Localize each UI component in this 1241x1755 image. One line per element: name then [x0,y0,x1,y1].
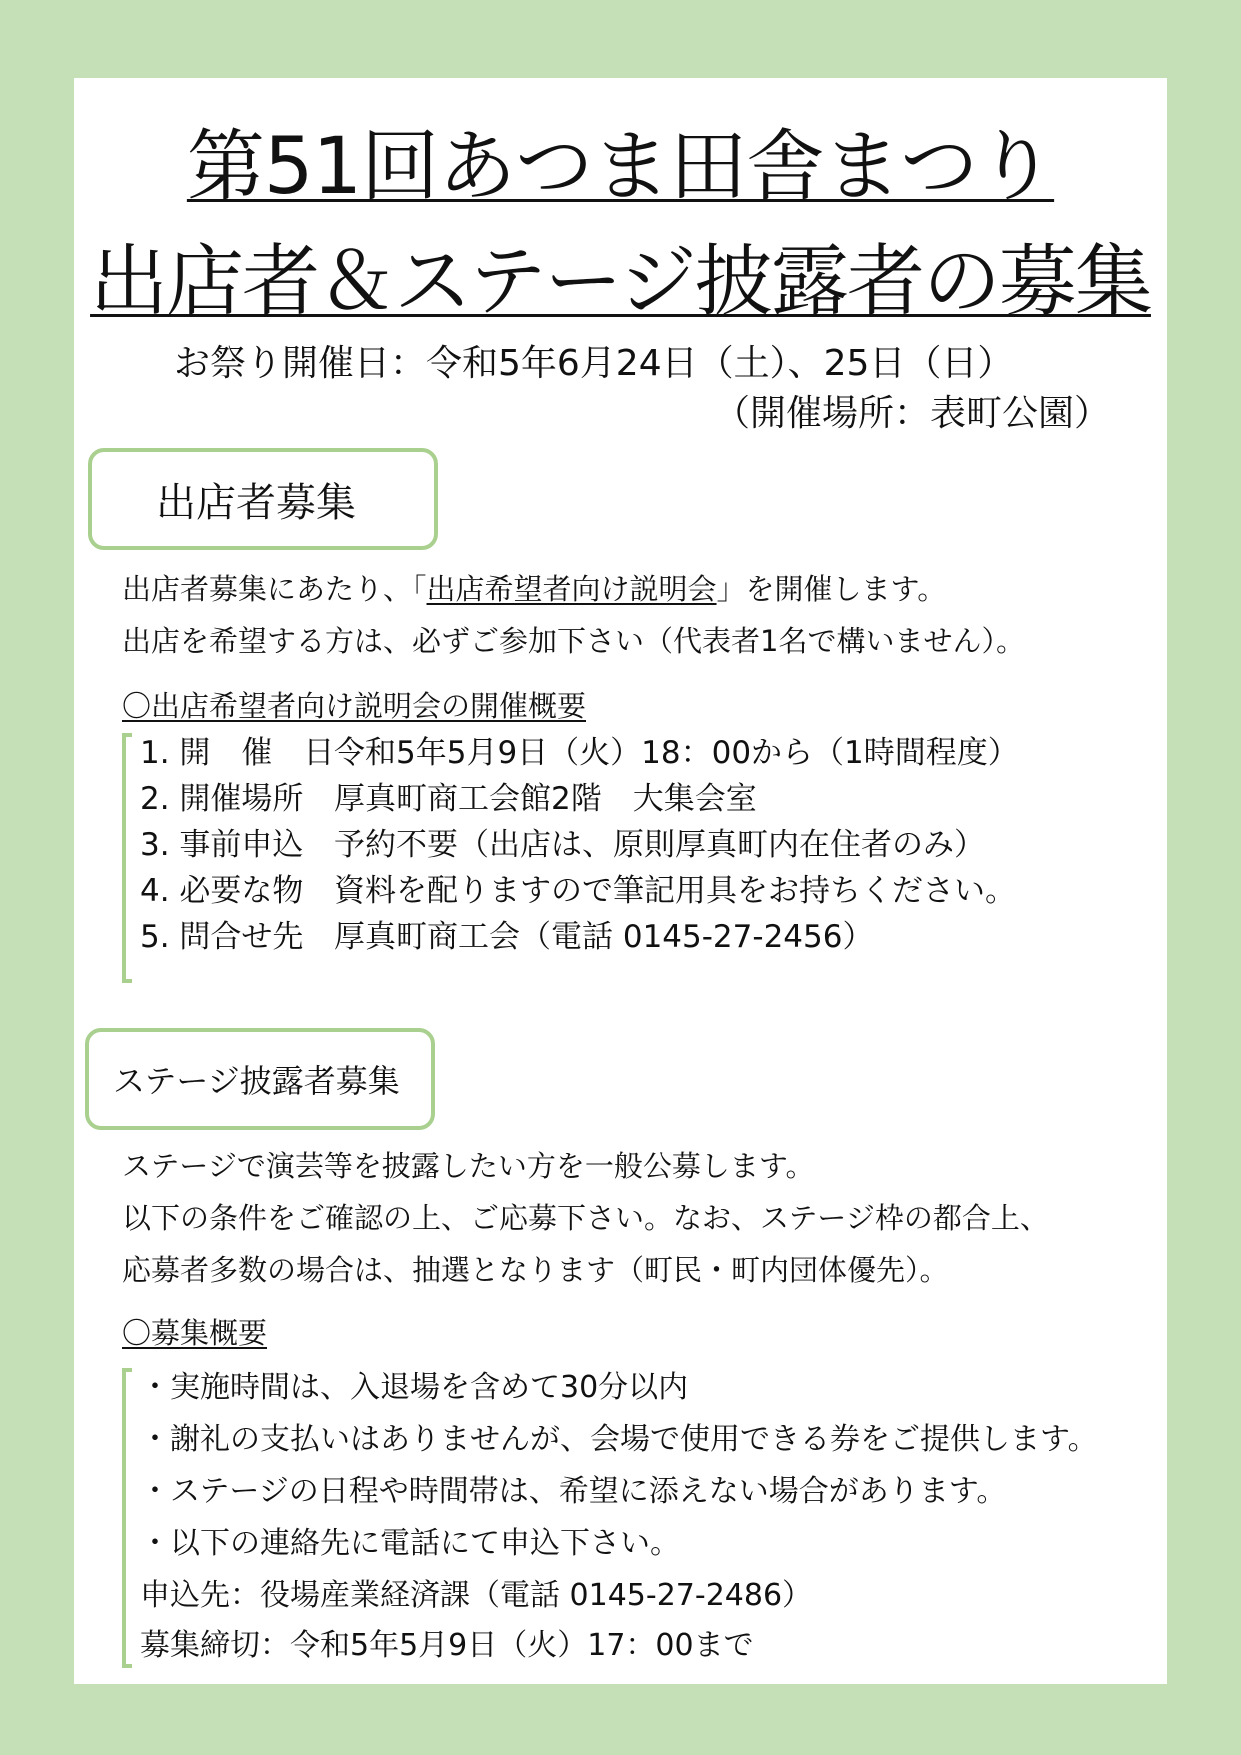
vendor-intro-post: 」を開催します。 [716,572,947,606]
vendor-heading-text: 出店者募集 [156,479,356,526]
item-value: 厚真町商工会館2階 大集会室 [334,781,757,817]
vendor-intro [122,563,1025,667]
stage-intro [122,1140,1049,1296]
vendor-intro-pre: 出店者募集にあたり、「 [122,572,427,606]
stage-intro-line-3: 応募者多数の場合は、抽選となります（町民・町内団体優先）。 [122,1253,949,1287]
vendor-overview-list [122,733,1122,983]
list-item: ・実施時間は、入退場を含めて30分以内 [140,1370,689,1405]
vendor-intro-line-1 [122,563,1025,615]
list-item [140,825,985,865]
list-item [140,917,873,957]
vendor-briefing-title: 出店希望者向け説明会 [426,572,717,606]
list-item [140,733,1019,773]
stage-overview-heading: 〇募集概要 [122,1316,268,1350]
stage-heading-text: ステージ披露者募集 [113,1062,400,1100]
contact-line: 申込先：役場産業経済課（電話 0145-27-2486） [140,1578,813,1613]
item-value: 令和5年5月9日（火）18：00から（1時間程度） [334,735,1019,771]
vendor-overview-heading: 〇出店希望者向け説明会の開催概要 [122,689,587,723]
festival-date: お祭り開催日：令和5年6月24日（土）、25日（日） [174,343,1014,384]
deadline-line: 募集締切：令和5年5月9日（火）17：00まで [140,1628,754,1663]
list-item: ・ステージの日程や時間帯は、希望に添えない場合があります。 [140,1474,1007,1509]
title-line-1: 第51回あつま田舎まつり [186,122,1055,212]
item-value: 予約不要（出店は、原則厚真町内在住者のみ） [334,827,985,863]
list-item [140,871,1016,911]
stage-section-heading [85,1028,435,1130]
item-value: 厚真町商工会（電話 0145-27-2456） [334,919,874,955]
list-item: ・謝礼の支払いはありませんが、会場で使用できる券をご提供します。 [140,1422,1098,1457]
item-value: 資料を配りますので筆記用具をお持ちください。 [334,873,1016,909]
item-label: 4. 必要な物 [140,873,304,909]
stage-intro-line-2: 以下の条件をご確認の上、ご応募下さい。なお、ステージ枠の都合上、 [122,1201,1049,1235]
flyer-page [74,78,1167,1684]
list-item: ・以下の連絡先に電話にて申込下さい。 [140,1526,680,1561]
vendor-section-heading [88,448,438,550]
item-label: 3. 事前申込 [140,827,304,863]
stage-intro-line-1: ステージで演芸等を披露したい方を一般公募します。 [122,1149,815,1183]
list-item [140,779,757,819]
vendor-intro-line-2: 出店を希望する方は、必ずご参加下さい（代表者1名で構いません）。 [122,624,1025,658]
item-label: 2. 開催場所 [140,781,304,817]
item-label: 5. 問合せ先 [140,919,304,955]
festival-venue: （開催場所：表町公園） [714,393,1111,434]
stage-overview-list [122,1368,1152,1668]
item-label: 1. 開 催 日 [140,735,335,771]
title-line-2: 出店者＆ステージ披露者の募集 [90,237,1151,327]
